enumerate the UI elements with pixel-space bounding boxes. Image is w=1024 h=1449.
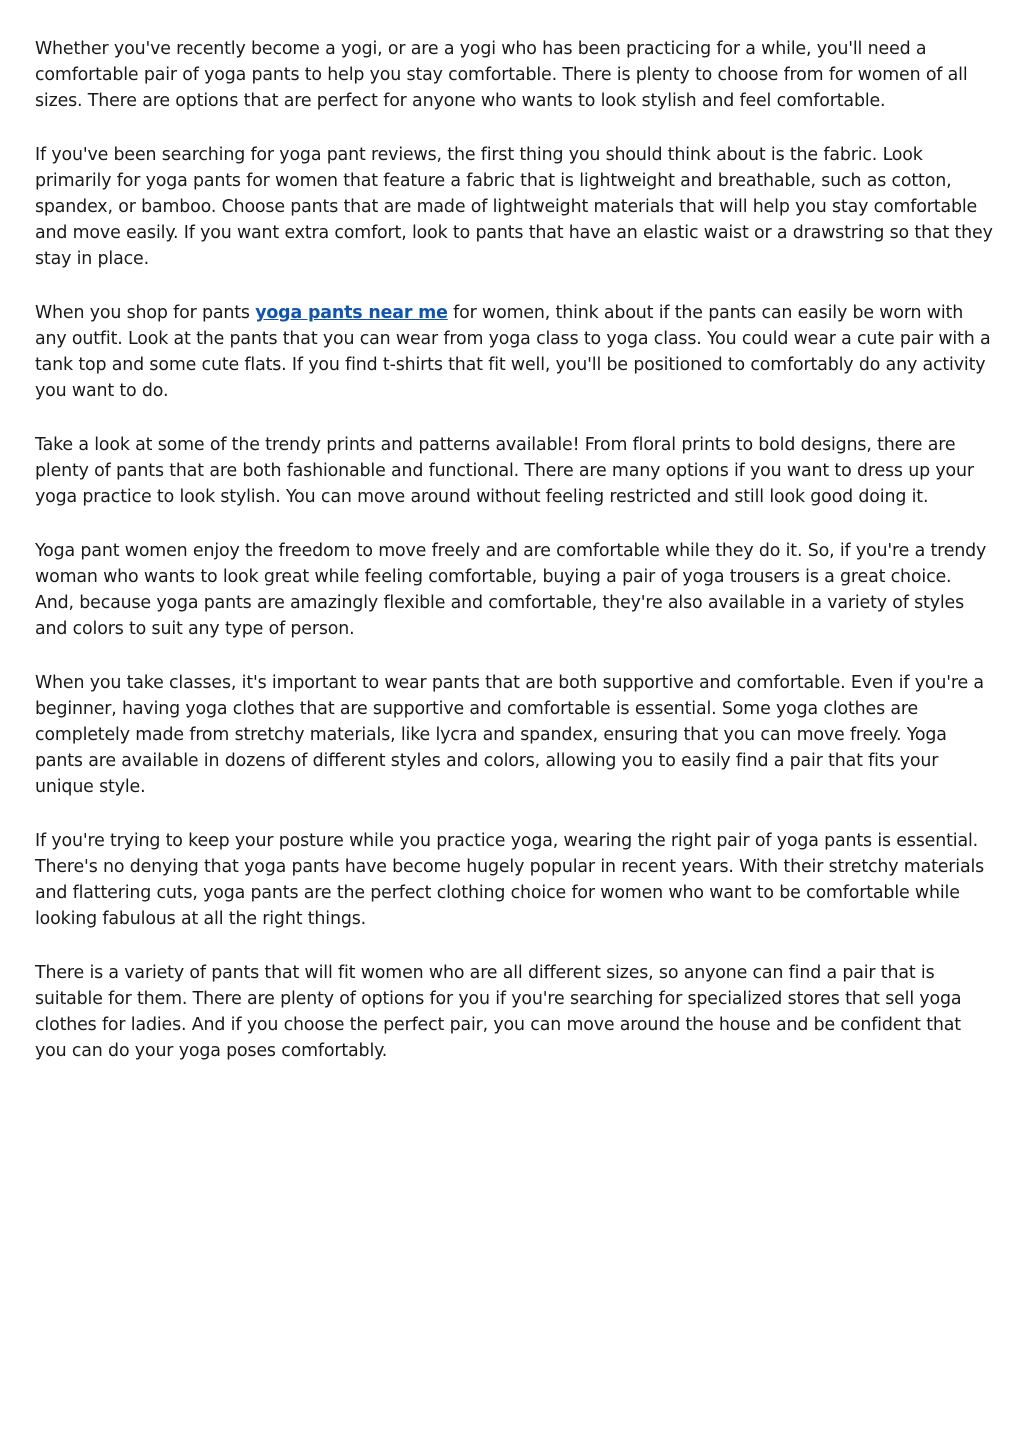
document-body	[35, 36, 995, 1092]
paragraph-8: There is a variety of pants that will fit women who are all different sizes, so anyone can find a pair that is suitable for them. There are plenty of options for you if you're searching for specialized stores that sell yoga clothes for ladies. And if you choose the perfect pair, you can move around the house and be confident that you can do your yoga poses comfortably.	[35, 963, 962, 1061]
paragraph-1: Whether you've recently become a yogi, or are a yogi who has been practicing for a while, you'll need a comfortable pair of yoga pants to help you stay comfortable. There is plenty to choose from for women of all sizes. There are options that are perfect for anyone who wants to look stylish and feel comfortable.	[35, 39, 968, 111]
paragraph-4: Take a look at some of the trendy prints and patterns available! From floral prints to bold designs, there are plenty of pants that are both fashionable and functional. There are many options if you want to dress up your yoga practice to look stylish. You can move around without feeling restricted and still look good doing it.	[35, 435, 974, 507]
paragraph-5: Yoga pant women enjoy the freedom to move freely and are comfortable while they do it. So, if you're a trendy woman who wants to look great while feeling comfortable, buying a pair of yoga trousers is a great choice. And, because yoga pants are amazingly flexible and comfortable, they're also available in a variety of styles and colors to suit any type of person.	[35, 541, 987, 639]
paragraph-6: When you take classes, it's important to wear pants that are both supportive and comfortable. Even if you're a beginner, having yoga clothes that are supportive and comfortable is essential. Some yoga clothes are completely made from stretchy materials, like lycra and spandex, ensuring that you can move freely. Yoga pants are available in dozens of different styles and colors, allowing you to easily find a pair that fits your unique style.	[35, 673, 984, 797]
paragraph-3	[35, 300, 995, 404]
paragraph-3-text-before: When you shop for pants	[35, 303, 256, 323]
paragraph-2: If you've been searching for yoga pant reviews, the first thing you should think about is the fabric. Look primarily for yoga pants for women that feature a fabric that is lightweight and breathable, such as cotton, spandex, or bamboo. Choose pants that are made of lightweight materials that will help you stay comfortable and move easily. If you want extra comfort, look to pants that have an elastic waist or a drawstring so that they stay in place.	[35, 145, 993, 269]
paragraph-3-text-after: for women, think about if the pants can easily be worn with any outfit. Look at the pants that you can wear from yoga class to yoga class. You could wear a cute pair with a tank top and some cute flats. If you find t-shirts that fit well, you'll be positioned to comfortably do any activity you want to do.	[35, 303, 991, 401]
yoga-pants-near-me-link[interactable]: yoga pants near me	[255, 303, 448, 323]
paragraph-7: If you're trying to keep your posture while you practice yoga, wearing the right pair of yoga pants is essential. There's no denying that yoga pants have become hugely popular in recent years. With their stretchy materials and flattering cuts, yoga pants are the perfect clothing choice for women who want to be comfortable while looking fabulous at all the right things.	[35, 831, 985, 929]
